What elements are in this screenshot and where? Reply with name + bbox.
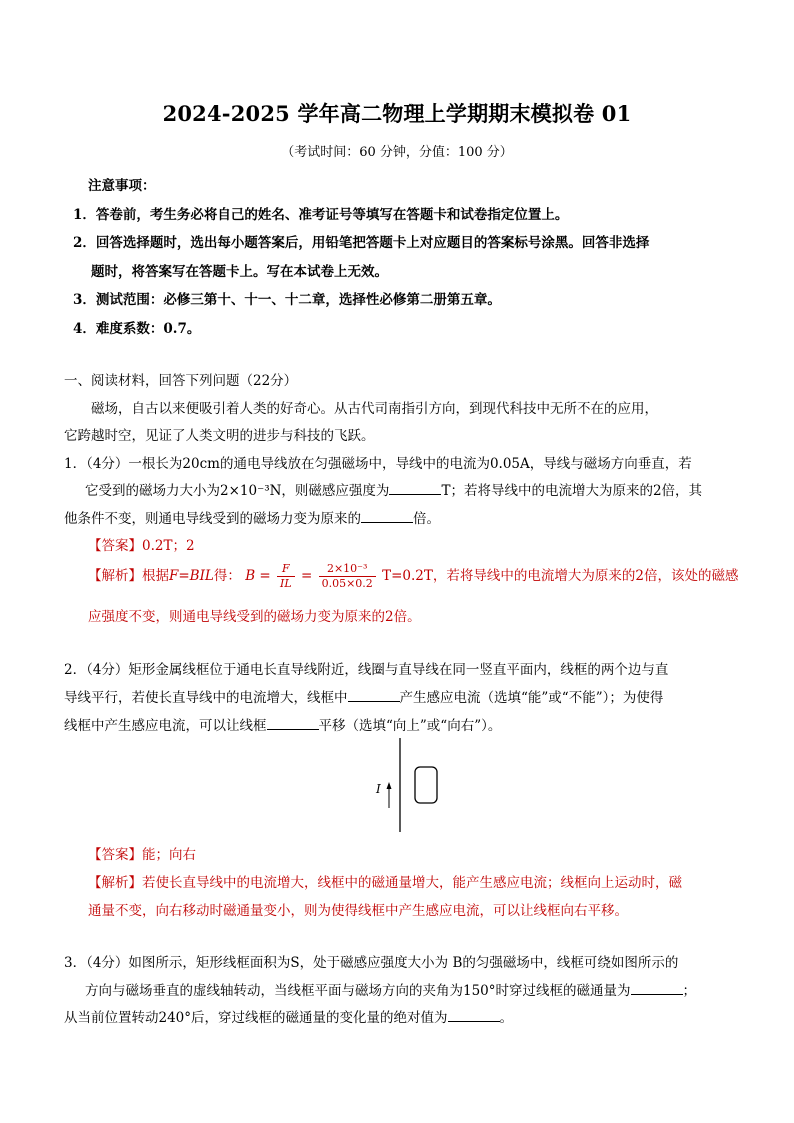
notice-item-4: 4．难度系数：0.7。: [73, 321, 201, 337]
answer-blank[interactable]: [361, 509, 413, 523]
question-3-line1: 3．（4分）如图所示，矩形线框面积为S，处于磁感应强度大小为 B的匀强磁场中，线框可绕如图所示的: [64, 955, 679, 971]
fraction: $\frac{F}{IL}$: [277, 562, 295, 591]
current-arrow-head: [387, 782, 392, 789]
notice-item-2b: 题时，将答案写在答题卡上。写在本试卷上无效。: [91, 264, 388, 280]
wire-and-loop-figure: [360, 736, 450, 836]
question-2-analysis: 【解析】若使长直导线中的电流增大，线框中的磁通量增大，能产生感应电流；线框向上运动时，磁: [88, 875, 682, 891]
question-2-line2: 导线平行，若使长直导线中的电流增大，线框中 产生感应电流（选填“能”或“不能”）；为使得: [64, 690, 664, 706]
answer-blank[interactable]: [348, 688, 400, 702]
question-2-analysis-line2: 通量不变，向右移动时磁通量变小，则为使得线框中产生感应电流，可以让线框向右平移。: [88, 903, 628, 919]
current-label: I: [376, 782, 381, 796]
question-3-line2: 方向与磁场垂直的虚线轴转动，当线框平面与磁场方向的夹角为150°时穿过线框的磁通量为 ；: [85, 983, 697, 999]
answer-blank[interactable]: [631, 981, 683, 995]
section-heading: 一、阅读材料，回答下列问题（22分）: [64, 373, 298, 389]
rectangular-loop: [415, 767, 437, 803]
question-3-line3: 从当前位置转动240°后，穿过线框的磁通量的变化量的绝对值为 。: [64, 1010, 514, 1026]
question-1-line3: 他条件不变，则通电导线受到的磁场力变为原来的 倍。: [64, 511, 440, 527]
notice-item-3: 3．测试范围：必修三第十、十一、十二章，选择性必修第二册第五章。: [73, 292, 501, 308]
page-title: 2024-2025 学年高二物理上学期期末模拟卷 01: [162, 101, 632, 126]
answer-blank[interactable]: [389, 481, 441, 495]
question-1-analysis: 【解析】根据F=BIL得： B = $\frac{F}{IL}$ = $\frac{\text{2×10⁻³}}{0.05\times 0.2}$ T=0.2T，若将导线中的电流增大为原来的2倍，该处的磁感: [88, 562, 739, 590]
question-2-answer: 【答案】能；向右: [88, 847, 196, 863]
exam-info: （考试时间：60 分钟，分值：100 分）: [281, 145, 513, 160]
section-intro-line2: 它跨越时空，见证了人类文明的进步与科技的飞跃。: [64, 428, 375, 444]
notice-heading: 注意事项：: [88, 178, 156, 194]
notice-item-1: 1．答卷前，考生务必将自己的姓名、准考证号等填写在答题卡和试卷指定位置上。: [73, 207, 569, 223]
section-intro-line1: 磁场，自古以来便吸引着人类的好奇心。从古代司南指引方向，到现代科技中无所不在的应用，: [91, 401, 658, 417]
question-2-line3: 线框中产生感应电流，可以让线框 平移（选填“向上”或“向右”）。: [64, 718, 502, 734]
question-1-answer: 【答案】0.2T；2: [88, 538, 195, 554]
question-2-line1: 2．（4分）矩形金属线框位于通电长直导线附近，线圈与直导线在同一竖直平面内，线框的两个边与直: [64, 662, 669, 678]
notice-item-2a: 2．回答选择题时，选出每小题答案后，用铅笔把答题卡上对应题目的答案标号涂黑。回答非选择: [73, 235, 650, 251]
question-1-line2: 它受到的磁场力大小为2×10⁻³N，则磁感应强度为 T；若将导线中的电流增大为原来的2倍，其: [85, 483, 703, 499]
answer-blank[interactable]: [448, 1008, 500, 1022]
question-1-line1: 1．（4分）一根长为20cm的通电导线放在匀强磁场中，导线中的电流为0.05A，导线与磁场方向垂直，若: [64, 456, 692, 472]
answer-blank[interactable]: [267, 716, 319, 730]
fraction: $\frac{\text{2×10⁻³}}{0.05\times 0.2}$: [319, 562, 376, 591]
question-1-analysis-line2: 应强度不变，则通电导线受到的磁场力变为原来的2倍。: [88, 609, 421, 625]
